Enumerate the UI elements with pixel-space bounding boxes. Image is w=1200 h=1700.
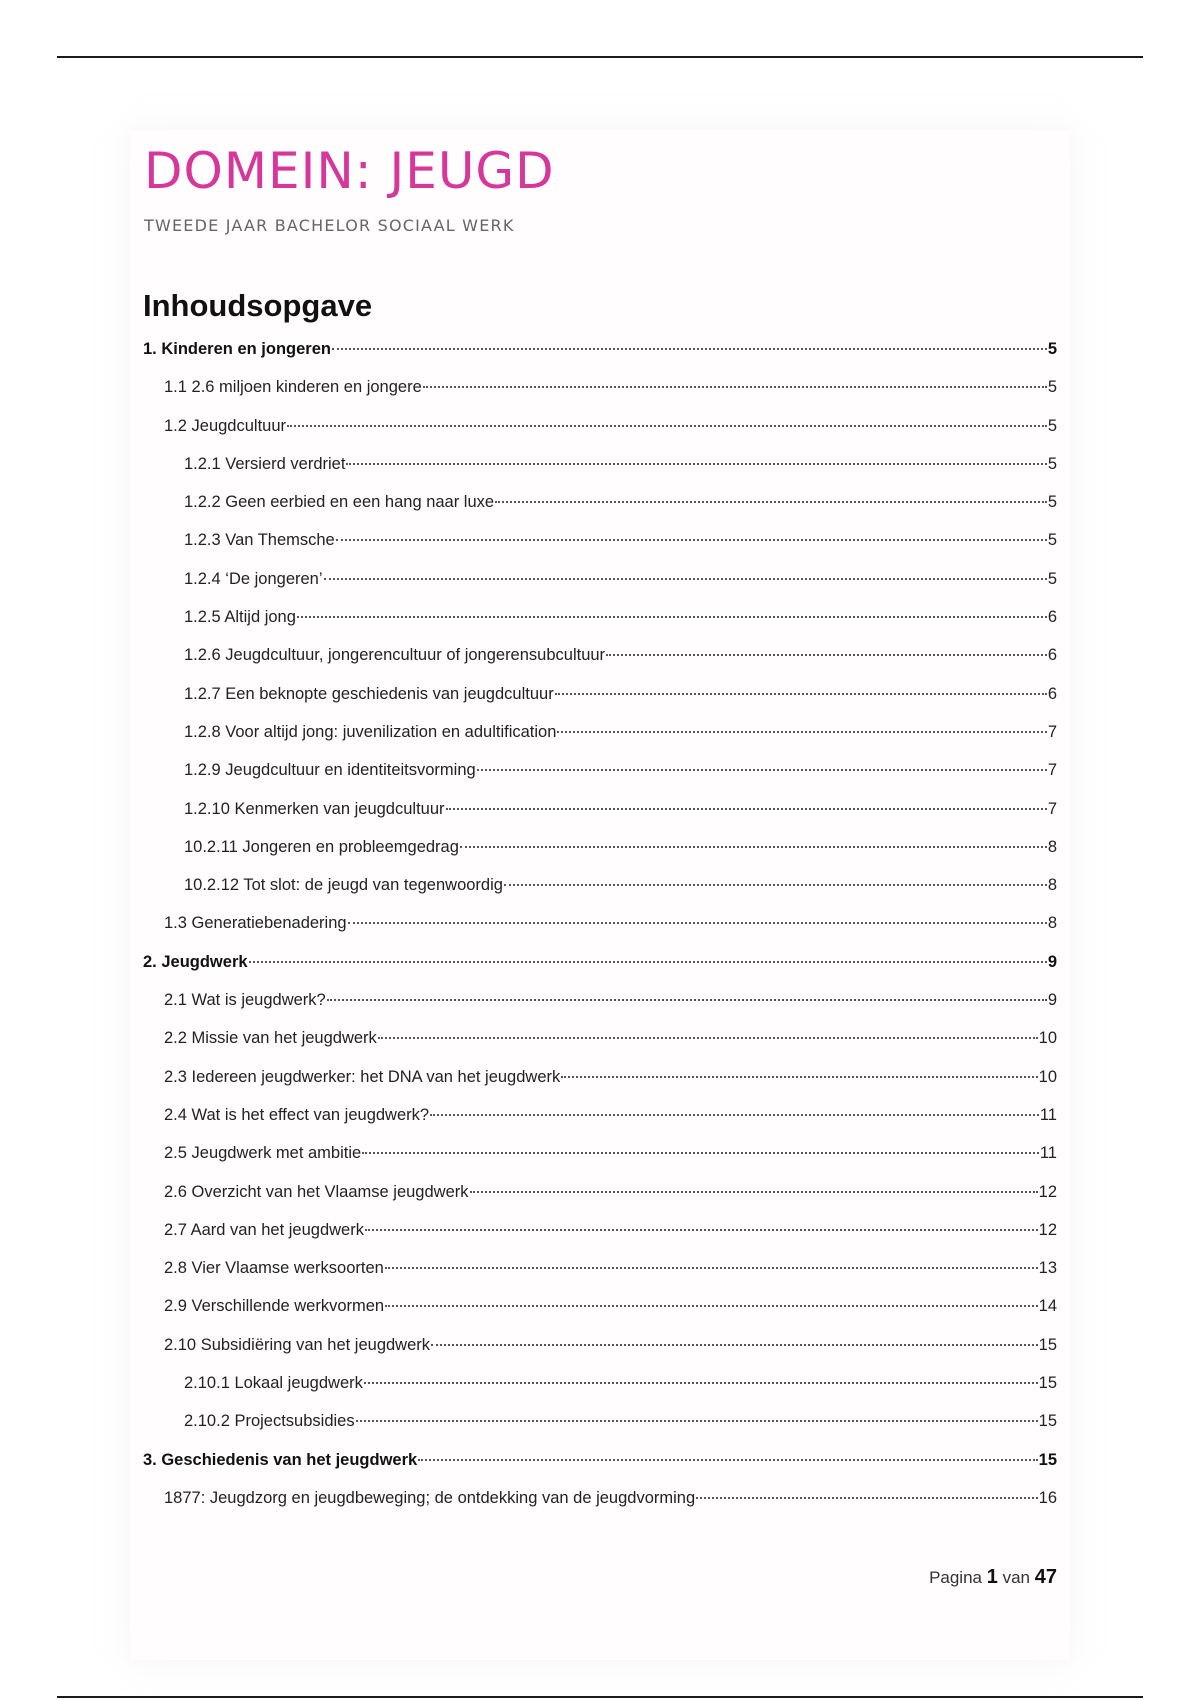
- toc-entry[interactable]: [143, 417, 1057, 455]
- toc-dot-leader: [557, 731, 1046, 733]
- toc-entry[interactable]: [143, 1489, 1057, 1527]
- toc-entry-page: 5: [1047, 378, 1057, 397]
- toc-entry[interactable]: [143, 838, 1057, 876]
- toc-entry[interactable]: [143, 876, 1057, 914]
- toc-entry[interactable]: [143, 1412, 1057, 1450]
- document-title: DOMEIN: JEUGD: [144, 142, 555, 200]
- toc-entry[interactable]: [143, 800, 1057, 838]
- toc-entry-label: 2.2 Missie van het jeugdwerk: [164, 1029, 377, 1048]
- toc-dot-leader: [249, 961, 1047, 963]
- toc-entry-label: 2.7 Aard van het jeugdwerk: [164, 1220, 364, 1239]
- toc-entry-label: 2.9 Verschillende werkvormen: [164, 1297, 385, 1316]
- toc-entry[interactable]: [143, 723, 1057, 761]
- toc-entry-page: 8: [1047, 914, 1057, 933]
- toc-entry-page: 15: [1038, 1450, 1057, 1469]
- toc-entry-label: 2.4 Wat is het effect van jeugdwerk?: [164, 1105, 430, 1124]
- toc-entry-page: 6: [1047, 608, 1057, 627]
- toc-dot-leader: [561, 1076, 1037, 1078]
- toc-entry-label: 1.2.2 Geen eerbied en een hang naar luxe: [184, 493, 495, 512]
- toc-entry-page: 5: [1047, 531, 1057, 550]
- toc-dot-leader: [356, 1420, 1038, 1422]
- toc-dot-leader: [324, 578, 1047, 580]
- top-divider: [57, 56, 1143, 58]
- toc-entry[interactable]: [143, 953, 1057, 991]
- toc-dot-leader: [378, 1037, 1038, 1039]
- toc-entry[interactable]: [143, 1374, 1057, 1412]
- toc-dot-leader: [606, 654, 1047, 656]
- toc-entry[interactable]: [143, 685, 1057, 723]
- footer-current-page: 1: [986, 1566, 998, 1588]
- toc-entry-label: 10.2.12 Tot slot: de jeugd van tegenwoordig: [184, 876, 503, 895]
- toc-dot-leader: [365, 1229, 1038, 1231]
- toc-entry[interactable]: [143, 914, 1057, 952]
- toc-entry-label: 1.2.8 Voor altijd jong: juvenilization en adultification: [184, 722, 557, 741]
- toc-dot-leader: [460, 846, 1047, 848]
- toc-entry-page: 5: [1047, 493, 1057, 512]
- toc-entry-label: 10.2.11 Jongeren en probleemgedrag: [184, 837, 459, 856]
- toc-entry-label: 1.2.7 Een beknopte geschiedenis van jeugdcultuur: [184, 684, 554, 703]
- toc-entry[interactable]: [143, 1297, 1057, 1335]
- toc-entry-page: 7: [1047, 722, 1057, 741]
- toc-dot-leader: [287, 425, 1047, 427]
- toc-dot-leader: [446, 808, 1047, 810]
- toc-entry-label: 1.2.4 ‘De jongeren’: [184, 569, 323, 588]
- toc-entry-label: 1.3 Generatiebenadering: [164, 914, 347, 933]
- toc-entry-page: 11: [1039, 1105, 1057, 1124]
- toc-entry-label: 1877: Jeugdzorg en jeugdbeweging; de ontdekking van de jeugdvorming: [164, 1488, 696, 1507]
- toc-dot-leader: [430, 1114, 1039, 1116]
- toc-entry-label: 1.2.9 Jeugdcultuur en identiteitsvorming: [184, 761, 476, 780]
- toc-dot-leader: [385, 1267, 1038, 1269]
- toc-entry-label: 2.10 Subsidiëring van het jeugdwerk: [164, 1335, 431, 1354]
- toc-entry-page: 6: [1047, 684, 1057, 703]
- toc-dot-leader: [418, 1459, 1037, 1461]
- toc-entry-label: 3. Geschiedenis van het jeugdwerk: [143, 1450, 418, 1469]
- toc-entry-label: 1.2.1 Versierd verdriet: [184, 454, 346, 473]
- toc-entry-page: 9: [1047, 952, 1057, 971]
- toc-entry[interactable]: [143, 1068, 1057, 1106]
- toc-entry-label: 1.2.5 Altijd jong: [184, 608, 296, 627]
- toc-entry-label: 2.3 Iedereen jeugdwerker: het DNA van het jeugdwerk: [164, 1067, 561, 1086]
- toc-entry[interactable]: [143, 340, 1057, 378]
- toc-entry-page: 14: [1038, 1297, 1057, 1316]
- toc-dot-leader: [555, 693, 1047, 695]
- toc-entry-label: 1.2.10 Kenmerken van jeugdcultuur: [184, 799, 445, 818]
- toc-entry-page: 15: [1038, 1335, 1057, 1354]
- toc-entry-page: 11: [1039, 1144, 1057, 1163]
- toc-entry[interactable]: [143, 531, 1057, 569]
- footer-prefix: Pagina: [929, 1568, 982, 1587]
- toc-dot-leader: [495, 501, 1047, 503]
- toc-dot-leader: [423, 386, 1047, 388]
- toc-entry-page: 5: [1047, 454, 1057, 473]
- toc-entry[interactable]: [143, 1183, 1057, 1221]
- toc-dot-leader: [385, 1305, 1038, 1307]
- toc-dot-leader: [470, 1191, 1038, 1193]
- document-subtitle: TWEEDE JAAR BACHELOR SOCIAAL WERK: [144, 216, 515, 235]
- toc-entry[interactable]: [143, 455, 1057, 493]
- toc-dot-leader: [696, 1497, 1037, 1499]
- toc-dot-leader: [332, 348, 1047, 350]
- toc-entry-page: 5: [1047, 569, 1057, 588]
- toc-entry-page: 12: [1038, 1182, 1057, 1201]
- toc-entry[interactable]: [143, 570, 1057, 608]
- toc-entry-page: 7: [1047, 761, 1057, 780]
- toc-entry[interactable]: [143, 1221, 1057, 1259]
- toc-entry-page: 8: [1047, 837, 1057, 856]
- toc-entry-label: 2. Jeugdwerk: [143, 952, 248, 971]
- toc-entry-page: 12: [1038, 1220, 1057, 1239]
- toc-entry-label: 1. Kinderen en jongeren: [143, 340, 331, 358]
- toc-entry-label: 2.5 Jeugdwerk met ambitie: [164, 1144, 362, 1163]
- toc-entry-label: 2.10.2 Projectsubsidies: [184, 1412, 355, 1431]
- toc-dot-leader: [504, 884, 1047, 886]
- toc-entry-label: 1.2.6 Jeugdcultuur, jongerencultuur of jongerensubcultuur: [184, 646, 606, 665]
- toc-entry-label: 1.2.3 Van Themsche: [184, 531, 335, 550]
- toc-dot-leader: [327, 999, 1047, 1001]
- toc-entry[interactable]: [143, 1451, 1057, 1489]
- footer-separator: van: [1002, 1568, 1031, 1587]
- toc-dot-leader: [362, 1152, 1039, 1154]
- toc-entry-page: 15: [1038, 1412, 1057, 1431]
- toc-entry-label: 2.1 Wat is jeugdwerk?: [164, 991, 326, 1010]
- toc-dot-leader: [297, 616, 1047, 618]
- toc-heading: Inhoudsopgave: [143, 288, 373, 323]
- toc-entry-page: 6: [1047, 646, 1057, 665]
- toc-entry[interactable]: [143, 646, 1057, 684]
- toc-entry-page: 8: [1047, 876, 1057, 895]
- toc-dot-leader: [348, 922, 1047, 924]
- toc-entry-label: 2.8 Vier Vlaamse werksoorten: [164, 1259, 384, 1278]
- bottom-divider: [57, 1696, 1143, 1698]
- toc-entry-label: 1.2 Jeugdcultuur: [164, 416, 287, 435]
- toc-entry[interactable]: [143, 1144, 1057, 1182]
- toc-entry[interactable]: [143, 761, 1057, 799]
- toc-dot-leader: [336, 539, 1047, 541]
- toc-entry[interactable]: [143, 991, 1057, 1029]
- toc-entry-label: 2.6 Overzicht van het Vlaamse jeugdwerk: [164, 1182, 469, 1201]
- toc-entry-page: 10: [1038, 1067, 1057, 1086]
- footer-total-pages: 47: [1034, 1566, 1057, 1588]
- toc-entry[interactable]: [143, 493, 1057, 531]
- toc-dot-leader: [431, 1344, 1038, 1346]
- toc-entry-page: 16: [1038, 1488, 1057, 1507]
- toc-entry[interactable]: [143, 1336, 1057, 1374]
- toc-entry-page: 5: [1047, 416, 1057, 435]
- table-of-contents: [143, 340, 1057, 1527]
- toc-entry-label: 2.10.1 Lokaal jeugdwerk: [184, 1374, 363, 1393]
- toc-dot-leader: [477, 769, 1047, 771]
- toc-entry[interactable]: [143, 378, 1057, 416]
- toc-entry-page: 7: [1047, 799, 1057, 818]
- toc-dot-leader: [364, 1382, 1038, 1384]
- toc-entry[interactable]: [143, 1106, 1057, 1144]
- toc-entry-page: 13: [1038, 1259, 1057, 1278]
- toc-entry-page: 5: [1047, 340, 1057, 358]
- toc-dot-leader: [346, 463, 1046, 465]
- toc-entry-page: 10: [1038, 1029, 1057, 1048]
- page-footer: [929, 1566, 1057, 1589]
- toc-entry-page: 15: [1038, 1374, 1057, 1393]
- toc-entry-label: 1.1 2.6 miljoen kinderen en jongere: [164, 378, 422, 397]
- toc-entry[interactable]: [143, 1029, 1057, 1067]
- toc-entry[interactable]: [143, 1259, 1057, 1297]
- toc-entry-page: 9: [1047, 991, 1057, 1010]
- toc-entry[interactable]: [143, 608, 1057, 646]
